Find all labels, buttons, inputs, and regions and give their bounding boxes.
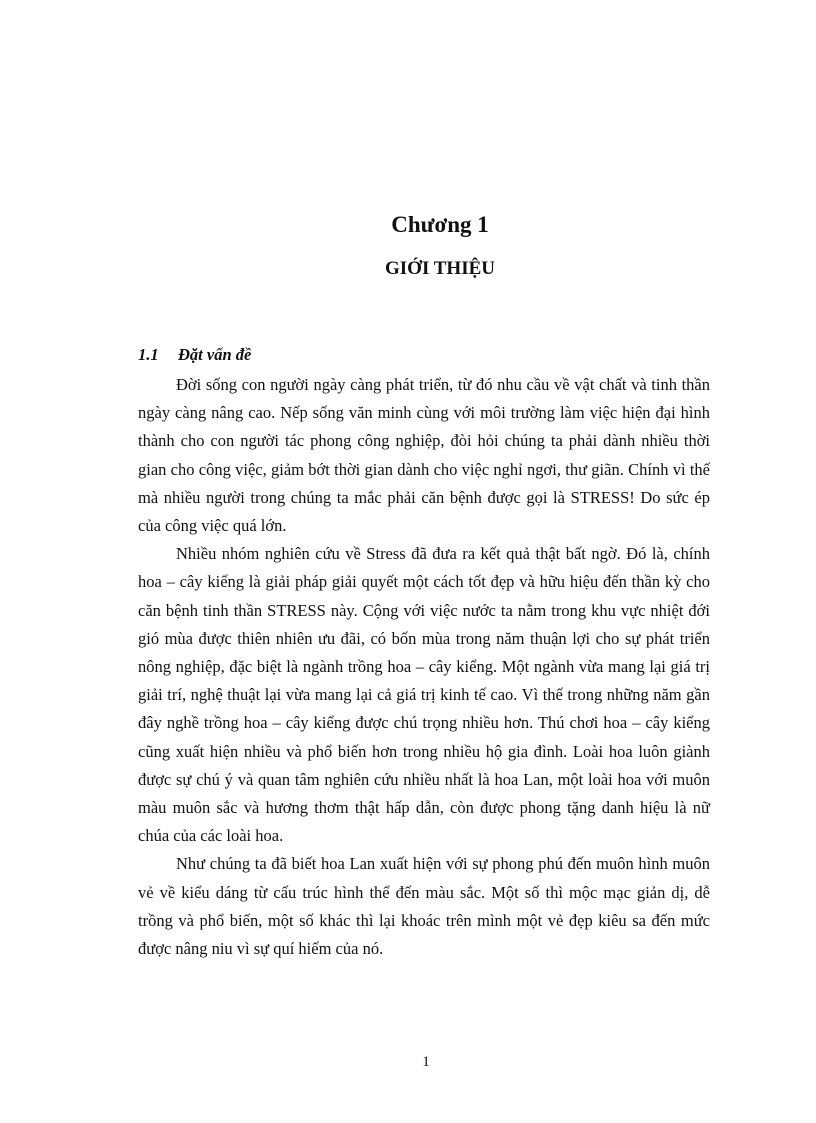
paragraph: Như chúng ta đã biết hoa Lan xuất hiện với sự phong phú đến muôn hình muôn vẻ về kiểu dáng từ cấu trúc hình thể đến màu sắc. Một số thì mộc mạc giản dị, dễ trồng và phổ biến, một số khác thì lại khoác trên mình một vẻ đẹp kiêu sa đến mức được nâng niu vì sự quí hiếm của nó. <box>138 854 710 959</box>
section-title: Đặt vấn đề <box>178 345 252 364</box>
paragraph: Đời sống con người ngày càng phát triển, từ đó nhu cầu về vật chất và tinh thần ngày càng nâng cao. Nếp sống văn minh cùng với môi trường làm việc hiện đại hình thành cho con người tác phong công nghiệp, đòi hỏi chúng ta phải dành nhiều thời gian cho công việc, giảm bớt thời gian dành cho việc nghỉ ngơi, thư giãn. Chính vì thế mà nhiều người trong chúng ta mắc phải căn bệnh được gọi là STRESS! Do sức ép của công việc quá lớn. <box>138 375 710 536</box>
chapter-number: Chương 1 <box>391 212 489 237</box>
section-heading <box>138 345 251 365</box>
section-number: 1.1 <box>138 345 159 364</box>
body-text <box>138 371 710 963</box>
chapter-title: GIỚI THIỆU <box>385 258 495 279</box>
page-number: 1 <box>422 1054 430 1070</box>
paragraph: Nhiều nhóm nghiên cứu về Stress đã đưa ra kết quả thật bất ngờ. Đó là, chính hoa – cây kiểng là giải pháp giải quyết một cách tốt đẹp và hữu hiệu đến thần kỳ cho căn bệnh tinh thần STRESS này. Cộng với việc nước ta nằm trong khu vực nhiệt đới gió mùa được thiên nhiên ưu đãi, có bốn mùa trong năm thuận lợi cho sự phát triển nông nghiệp, đặc biệt là ngành trồng hoa – cây kiểng. Một ngành vừa mang lại giá trị giải trí, nghệ thuật lại vừa mang lại cả giá trị kinh tế cao. Vì thế trong những năm gần đây nghề trồng hoa – cây kiểng được chú trọng nhiều hơn. Thú chơi hoa – cây kiểng cũng xuất hiện nhiều và phổ biến hơn trong nhiều hộ gia đình. Loài hoa luôn giành được sự chú ý và quan tâm nghiên cứu nhiều nhất là hoa Lan, một loài hoa với muôn màu muôn sắc và hương thơm thật hấp dẫn, còn được phong tặng danh hiệu là nữ chúa của các loài hoa. <box>138 544 710 846</box>
